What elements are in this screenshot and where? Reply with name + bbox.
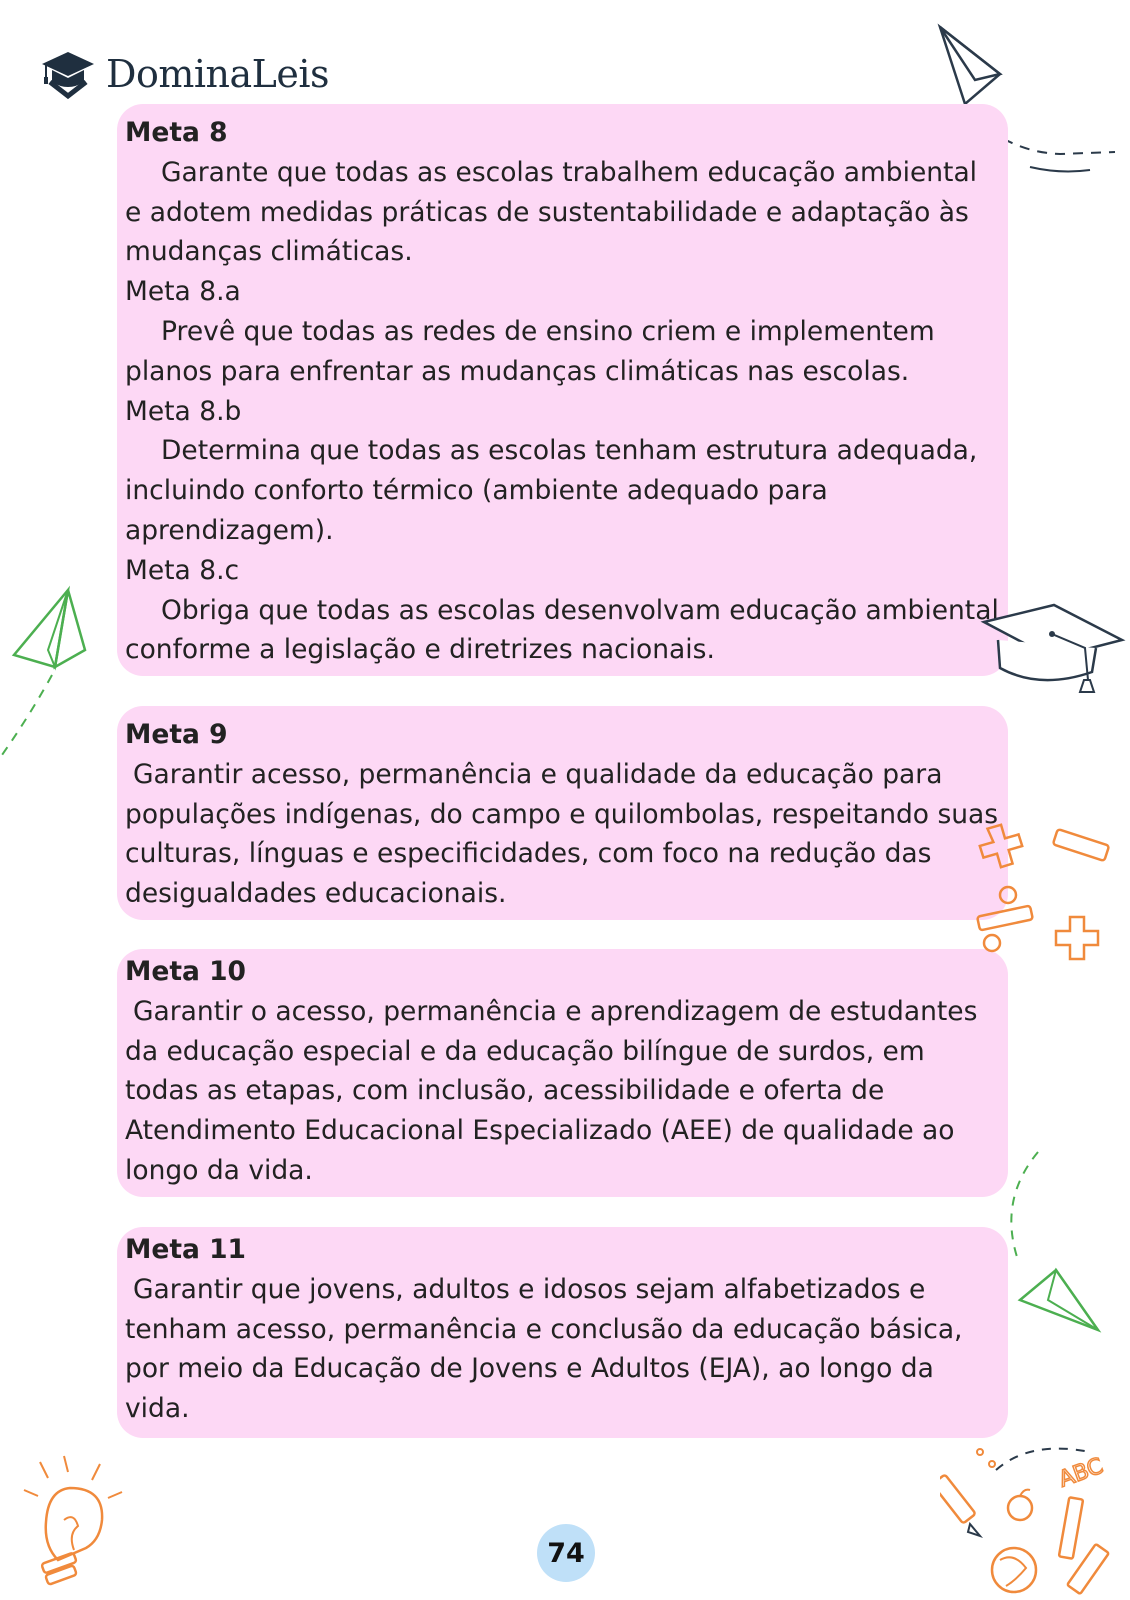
subgoal-title: Meta 8.c <box>125 554 240 586</box>
school-supplies-icon <box>940 1440 1130 1600</box>
subgoal-title: Meta 8.a <box>125 276 241 308</box>
goal-card-meta-10 <box>117 949 1008 1197</box>
subgoal-title: Meta 8.b <box>125 395 242 427</box>
goal-card-meta-11 <box>117 1227 1008 1438</box>
brand-name: DominaLeis <box>106 52 330 96</box>
abc-label: ABC <box>1055 1453 1107 1493</box>
goal-description: Garantir acesso, permanência e qualidade da educação para populações indígenas, do campo e quilombolas, respeitando suas culturas, línguas e especificidades, com foco na redução das desigualdades educacionais. <box>125 758 999 910</box>
paper-plane-icon <box>998 1150 1128 1340</box>
subgoal-description: Prevê que todas as redes de ensino criem e implementem planos para enfrentar as mudanças climáticas nas escolas. <box>125 315 935 387</box>
light-bulb-icon <box>18 1450 138 1600</box>
page-number: 74 <box>537 1524 595 1582</box>
goal-title: Meta 10 <box>125 956 246 987</box>
goal-title: Meta 8 <box>125 117 228 148</box>
graduation-cap-icon <box>40 46 96 102</box>
goal-description: Garante que todas as escolas trabalhem educação ambiental e adotem medidas práticas de sustentabilidade e adaptação às mudanças climáticas. <box>125 156 978 268</box>
goal-card-meta-9 <box>117 706 1008 920</box>
subgoal-description: Obriga que todas as escolas desenvolvam educação ambiental conforme a legislação e diretrizes nacionais. <box>125 594 999 666</box>
subgoal-description: Determina que todas as escolas tenham estrutura adequada, incluindo conforto térmico (ambiente adequado para aprendizagem). <box>125 435 978 546</box>
goal-description: Garantir o acesso, permanência e aprendizagem de estudantes da educação especial e da educação bilíngue de surdos, em todas as etapas, com inclusão, acessibilidade e oferta de Atendimento Educacional Especializado (AEE) de qualidade ao longo da vida. <box>125 995 978 1186</box>
goal-description: Garantir que jovens, adultos e idosos sejam alfabetizados e tenham acesso, permanência e conclusão da educação básica, por meio da Educação de Jovens e Adultos (EJA), ao longo da vida. <box>125 1273 963 1425</box>
goal-title: Meta 11 <box>125 1234 246 1265</box>
paper-plane-icon <box>0 585 100 775</box>
goal-title: Meta 9 <box>125 719 228 750</box>
graduation-cap-icon <box>980 600 1128 710</box>
brand-logo <box>40 46 329 102</box>
goal-card-meta-8 <box>117 104 1008 676</box>
math-symbols-icon <box>970 815 1128 995</box>
